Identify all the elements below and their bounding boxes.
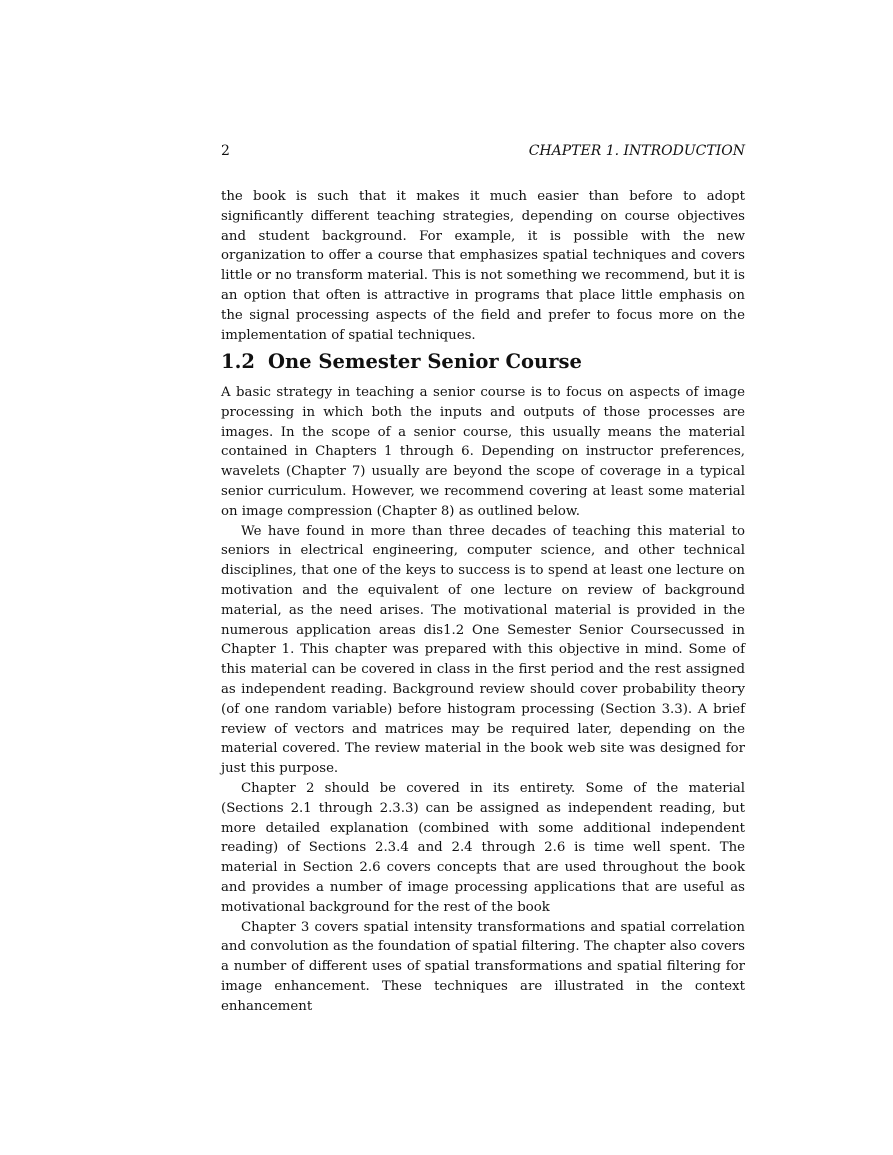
chapter-running-title: CHAPTER 1. INTRODUCTION [528, 143, 745, 159]
section-heading [221, 347, 745, 377]
body-paragraph-2: We have found in more than three decades of teaching this material to seniors in electrical engineering, computer science, and other technical disciplines, that one of the keys to success is to spend at least one lecture on motivation and the equivalent of one lecture on review of background material, as the need arises. The motivational material is provided in the numerous application areas dis1.2 One Semester Senior Coursecussed in Chapter 1. This chapter was prepared with this objective in mind. Some of this material can be covered in class in the first period and the rest assigned as independent reading. Background review should cover probability theory (of one random variable) before histogram processing (Section 3.3). A brief review of vectors and matrices may be required later, depending on the material covered. The review material in the book web site was designed for just this purpose. [221, 523, 745, 777]
page-number: 2 [221, 143, 230, 159]
section-number: 1.2 [221, 350, 255, 373]
section-title: One Semester Senior Course [268, 350, 582, 373]
section-body [221, 383, 745, 1017]
intro-paragraph: the book is such that it makes it much easier than before to adopt significantly different teaching strategies, depending on course objectives and student background. For example, it is possible with the new organization to offer a course that emphasizes spatial techniques and covers little or no transform material. This is not something we recommend, but it is an option that often is attractive in programs that place little emphasis on the signal processing aspects of the field and prefer to focus more on the implementation of spatial techniques. [221, 189, 745, 343]
running-header [221, 143, 745, 163]
body-paragraph-4: Chapter 3 covers spatial intensity transformations and spatial correlation and convolution as the foundation of spatial filtering. The chapter also covers a number of different uses of spatial transformations and spatial filtering for image enhancement. These techniques are illustrated in the context enhancement [221, 919, 745, 1014]
body-paragraph-1: A basic strategy in teaching a senior course is to focus on aspects of image processing in which both the inputs and outputs of those processes are images. In the scope of a senior course, this usually means the material contained in Chapters 1 through 6. Depending on instructor preferences, wavelets (Chapter 7) usually are beyond the scope of coverage in a typical senior curriculum. However, we recommend covering at least some material on image compression (Chapter 8) as outlined below. [221, 385, 745, 519]
intro-text-block [221, 187, 745, 345]
body-paragraph-3: Chapter 2 should be covered in its entirety. Some of the material (Sections 2.1 through 2.3.3) can be assigned as independent reading, but more detailed explanation (combined with some additional independent reading) of Sections 2.3.4 and 2.4 through 2.6 is time well spent. The material in Section 2.6 covers concepts that are used throughout the book and provides a number of image processing applications that are useful as motivational background for the rest of the book [221, 780, 745, 915]
